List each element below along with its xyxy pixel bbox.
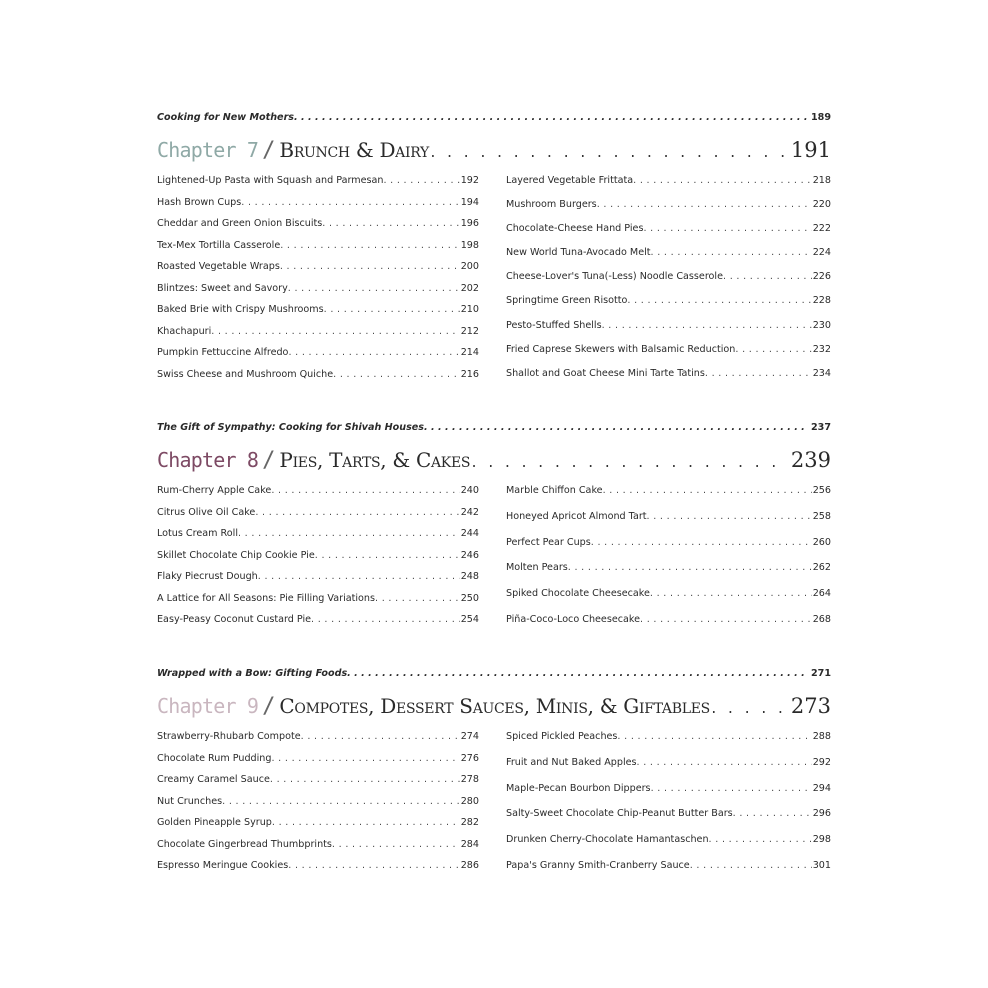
entry-page: 254 bbox=[460, 614, 479, 625]
leader-dots bbox=[633, 175, 812, 186]
leader-dots bbox=[280, 261, 460, 272]
toc-entry[interactable] bbox=[157, 593, 479, 615]
leader-dots bbox=[602, 320, 812, 331]
toc-entry[interactable] bbox=[506, 588, 831, 614]
entry-page: 292 bbox=[812, 756, 831, 768]
leader-dots bbox=[375, 593, 460, 604]
entry-page: 276 bbox=[460, 752, 479, 764]
entry-title: Papa's Granny Smith-Cranberry Sauce bbox=[506, 859, 690, 871]
entry-title: Molten Pears bbox=[506, 562, 568, 574]
leader-dots bbox=[424, 422, 807, 433]
entries-left-column bbox=[157, 175, 479, 390]
section-intro-page: 237 bbox=[810, 422, 831, 433]
toc-entry[interactable] bbox=[506, 320, 831, 344]
entry-title: Espresso Meringue Cookies bbox=[157, 860, 289, 871]
toc-entry[interactable] bbox=[157, 347, 479, 369]
toc-entry[interactable] bbox=[157, 817, 479, 839]
leader-dots bbox=[705, 368, 812, 379]
entry-title: Salty-Sweet Chocolate Chip-Peanut Butter Bars bbox=[506, 808, 733, 820]
chapter-heading[interactable] bbox=[157, 694, 831, 719]
toc-entry[interactable] bbox=[506, 808, 831, 834]
leader-dots bbox=[332, 839, 460, 850]
entries-right-column bbox=[506, 485, 831, 640]
entry-title: Fried Caprese Skewers with Balsamic Reduction bbox=[506, 343, 736, 355]
entry-title: Chocolate Gingerbread Thumbprints bbox=[157, 838, 332, 850]
entry-title: Honeyed Apricot Almond Tart bbox=[506, 510, 647, 522]
toc-entry[interactable] bbox=[506, 757, 831, 783]
entry-page: 228 bbox=[812, 295, 831, 307]
leader-dots bbox=[470, 456, 789, 471]
entry-title: Tex-Mex Tortilla Casserole bbox=[157, 239, 281, 251]
entry-title: Maple-Pecan Bourbon Dippers bbox=[506, 782, 651, 794]
entry-page: 250 bbox=[460, 592, 479, 604]
entry-page: 244 bbox=[460, 528, 479, 539]
leader-dots bbox=[272, 817, 460, 828]
entry-title: Mushroom Burgers bbox=[506, 199, 597, 211]
toc-entry[interactable] bbox=[506, 271, 831, 295]
entry-title: Cheddar and Green Onion Biscuits bbox=[157, 218, 323, 229]
leader-dots bbox=[637, 757, 812, 768]
entry-title: Springtime Green Risotto bbox=[506, 295, 628, 307]
leader-dots bbox=[324, 304, 460, 315]
leader-dots bbox=[627, 295, 811, 306]
leader-dots bbox=[647, 511, 812, 522]
toc-entry[interactable] bbox=[506, 511, 831, 537]
toc-entry[interactable] bbox=[506, 485, 831, 511]
entry-page: 264 bbox=[812, 588, 831, 600]
entry-title: Cheese-Lover's Tuna(-Less) Noodle Casserole bbox=[506, 271, 723, 283]
entry-title: New World Tuna-Avocado Melt bbox=[506, 247, 651, 259]
entry-title: Flaky Piecrust Dough bbox=[157, 571, 258, 582]
toc-entry[interactable] bbox=[157, 731, 479, 753]
entry-title: Baked Brie with Crispy Mushrooms bbox=[157, 304, 324, 315]
section-intro-page: 271 bbox=[810, 668, 831, 679]
leader-dots bbox=[651, 247, 812, 258]
toc-entry[interactable] bbox=[157, 774, 479, 796]
chapter-separator: / bbox=[262, 138, 276, 163]
toc-entry[interactable] bbox=[506, 368, 831, 392]
entry-page: 301 bbox=[812, 859, 831, 871]
chapter-heading[interactable] bbox=[157, 138, 831, 163]
section-intro-title: Cooking for New Mothers bbox=[157, 112, 295, 123]
entry-page: 222 bbox=[812, 223, 831, 235]
leader-dots bbox=[429, 146, 789, 161]
chapter-page: 273 bbox=[790, 694, 831, 718]
toc-entry[interactable] bbox=[506, 223, 831, 247]
entries-left-column bbox=[157, 731, 479, 882]
leader-dots bbox=[383, 175, 459, 186]
toc-entry[interactable] bbox=[157, 860, 479, 882]
entry-title: Nut Crunches bbox=[157, 795, 223, 807]
leader-dots bbox=[288, 283, 460, 294]
entry-page: 248 bbox=[460, 571, 479, 582]
entry-page: 192 bbox=[460, 175, 479, 186]
chapter-page: 239 bbox=[790, 448, 831, 472]
entry-page: 200 bbox=[460, 261, 479, 272]
entry-page: 210 bbox=[460, 304, 479, 315]
entry-page: 260 bbox=[812, 536, 831, 548]
entry-page: 230 bbox=[812, 319, 831, 331]
chapter-title: Pies, Tarts, & Cakes bbox=[279, 448, 471, 472]
section-intro-page: 189 bbox=[810, 112, 831, 123]
leader-dots bbox=[288, 860, 459, 871]
entry-title: Strawberry-Rhubarb Compote bbox=[157, 731, 301, 742]
toc-entry[interactable] bbox=[157, 283, 479, 305]
chapter-label: Chapter 8 bbox=[157, 448, 259, 472]
chapter-heading[interactable] bbox=[157, 448, 831, 473]
leader-dots bbox=[723, 271, 812, 282]
section-intro-entry[interactable] bbox=[157, 112, 831, 123]
entry-page: 278 bbox=[460, 774, 479, 785]
leader-dots bbox=[241, 197, 459, 208]
entry-title: Pumpkin Fettuccine Alfredo bbox=[157, 347, 289, 358]
toc-entry[interactable] bbox=[157, 528, 479, 550]
toc-entry[interactable] bbox=[157, 839, 479, 861]
entry-title: Golden Pineapple Syrup bbox=[157, 817, 272, 828]
leader-dots bbox=[211, 326, 459, 337]
entry-page: 198 bbox=[460, 239, 479, 251]
entry-title: A Lattice for All Seasons: Pie Filling Variations bbox=[157, 592, 375, 604]
leader-dots bbox=[315, 550, 460, 561]
toc-entry[interactable] bbox=[506, 175, 831, 199]
section-intro-title: The Gift of Sympathy: Cooking for Shivah Houses bbox=[157, 422, 425, 433]
entry-page: 216 bbox=[460, 368, 479, 380]
entry-title: Blintzes: Sweet and Savory bbox=[157, 282, 288, 294]
entry-page: 298 bbox=[812, 834, 831, 846]
leader-dots bbox=[238, 528, 460, 539]
entry-page: 226 bbox=[812, 271, 831, 283]
toc-entry[interactable] bbox=[506, 295, 831, 319]
entry-title: Marble Chiffon Cake bbox=[506, 485, 603, 496]
leader-dots bbox=[311, 614, 460, 625]
section-intro-entry[interactable] bbox=[157, 668, 831, 679]
leader-dots bbox=[301, 731, 460, 742]
leader-dots bbox=[270, 774, 460, 785]
toc-entry[interactable] bbox=[157, 240, 479, 262]
entry-title: Khachapuri bbox=[157, 325, 212, 337]
leader-dots bbox=[591, 537, 812, 548]
entry-page: 268 bbox=[812, 613, 831, 625]
entry-title: Shallot and Goat Cheese Mini Tarte Tatins bbox=[506, 367, 705, 379]
entry-title: Creamy Caramel Sauce bbox=[157, 774, 270, 785]
toc-entry[interactable] bbox=[157, 614, 479, 636]
entry-page: 240 bbox=[460, 485, 479, 496]
toc-entry[interactable] bbox=[506, 614, 831, 640]
toc-entry[interactable] bbox=[506, 247, 831, 271]
chapter-title: Compotes, Dessert Sauces, Minis, & Giftables bbox=[279, 694, 710, 718]
leader-dots bbox=[280, 240, 459, 251]
toc-entry[interactable] bbox=[506, 783, 831, 809]
toc-entry[interactable] bbox=[157, 507, 479, 529]
leader-dots bbox=[258, 571, 460, 582]
entry-title: Drunken Cherry-Chocolate Hamantaschen bbox=[506, 834, 709, 846]
leader-dots bbox=[735, 344, 811, 355]
entry-page: 274 bbox=[460, 731, 479, 742]
entry-page: 234 bbox=[812, 367, 831, 379]
entry-page: 220 bbox=[812, 199, 831, 211]
leader-dots bbox=[597, 199, 812, 210]
entry-title: Lotus Cream Roll bbox=[157, 528, 238, 539]
entry-title: Spiked Chocolate Cheesecake bbox=[506, 588, 650, 600]
toc-entry[interactable] bbox=[157, 304, 479, 326]
entry-page: 194 bbox=[460, 196, 479, 208]
toc-entry[interactable] bbox=[506, 199, 831, 223]
entry-page: 280 bbox=[460, 795, 479, 807]
leader-dots bbox=[271, 485, 459, 496]
entry-page: 288 bbox=[812, 731, 831, 742]
toc-entry[interactable] bbox=[506, 344, 831, 368]
entry-page: 242 bbox=[460, 506, 479, 518]
entry-title: Piña-Coco-Loco Cheesecake bbox=[506, 613, 641, 625]
leader-dots bbox=[603, 485, 812, 496]
entries-right-column bbox=[506, 175, 831, 392]
toc-entry[interactable] bbox=[157, 218, 479, 240]
entry-page: 258 bbox=[812, 510, 831, 522]
leader-dots bbox=[271, 753, 459, 764]
entries-right-column bbox=[506, 731, 831, 886]
leader-dots bbox=[640, 614, 812, 625]
entry-page: 202 bbox=[460, 282, 479, 294]
entry-page: 296 bbox=[812, 808, 831, 820]
leader-dots bbox=[690, 860, 812, 871]
toc-entry[interactable] bbox=[506, 860, 831, 886]
entry-title: Spiced Pickled Peaches bbox=[506, 731, 618, 742]
entry-page: 232 bbox=[812, 343, 831, 355]
entry-title: Swiss Cheese and Mushroom Quiche bbox=[157, 368, 334, 380]
chapter-separator: / bbox=[262, 694, 276, 719]
chapter-label: Chapter 7 bbox=[157, 138, 259, 162]
entry-page: 212 bbox=[460, 325, 479, 337]
entry-page: 214 bbox=[460, 347, 479, 358]
entry-page: 256 bbox=[812, 485, 831, 496]
toc-entry[interactable] bbox=[157, 261, 479, 283]
leader-dots bbox=[643, 223, 811, 234]
chapter-page: 191 bbox=[790, 138, 831, 162]
toc-entry[interactable] bbox=[506, 834, 831, 860]
entry-page: 224 bbox=[812, 247, 831, 259]
leader-dots bbox=[222, 796, 460, 807]
leader-dots bbox=[568, 562, 812, 573]
entry-title: Roasted Vegetable Wraps bbox=[157, 261, 280, 272]
entry-page: 218 bbox=[812, 175, 831, 186]
entry-page: 294 bbox=[812, 782, 831, 794]
toc-entry[interactable] bbox=[157, 753, 479, 775]
section-intro-title: Wrapped with a Bow: Gifting Foods bbox=[157, 668, 348, 679]
entry-page: 284 bbox=[460, 838, 479, 850]
toc-entry[interactable] bbox=[506, 537, 831, 563]
toc-entry[interactable] bbox=[157, 571, 479, 593]
toc-entry[interactable] bbox=[506, 562, 831, 588]
entry-title: Pesto-Stuffed Shells bbox=[506, 319, 602, 331]
entry-page: 262 bbox=[812, 562, 831, 574]
toc-entry[interactable] bbox=[157, 796, 479, 818]
entry-title: Easy-Peasy Coconut Custard Pie bbox=[157, 614, 312, 625]
chapter-label: Chapter 9 bbox=[157, 694, 259, 718]
leader-dots bbox=[651, 783, 812, 794]
entry-page: 282 bbox=[460, 817, 479, 828]
toc-entry[interactable] bbox=[506, 731, 831, 757]
chapter-separator: / bbox=[262, 448, 276, 473]
leader-dots bbox=[294, 112, 807, 123]
leader-dots bbox=[333, 369, 460, 380]
entry-title: Skillet Chocolate Chip Cookie Pie bbox=[157, 549, 315, 561]
leader-dots bbox=[322, 218, 459, 229]
entry-title: Lightened-Up Pasta with Squash and Parmesan bbox=[157, 175, 384, 186]
entries-left-column bbox=[157, 485, 479, 636]
entry-page: 246 bbox=[460, 549, 479, 561]
leader-dots bbox=[709, 834, 812, 845]
entry-title: Layered Vegetable Frittata bbox=[506, 175, 634, 186]
leader-dots bbox=[347, 668, 807, 679]
toc-entry[interactable] bbox=[157, 175, 479, 197]
toc-entry[interactable] bbox=[157, 326, 479, 348]
section-intro-entry[interactable] bbox=[157, 422, 831, 433]
entry-title: Hash Brown Cups bbox=[157, 196, 242, 208]
toc-entry[interactable] bbox=[157, 369, 479, 391]
entry-title: Perfect Pear Cups bbox=[506, 536, 591, 548]
entry-page: 286 bbox=[460, 860, 479, 871]
leader-dots bbox=[288, 347, 459, 358]
entry-page: 196 bbox=[460, 218, 479, 229]
leader-dots bbox=[617, 731, 811, 742]
entry-title: Fruit and Nut Baked Apples bbox=[506, 756, 637, 768]
leader-dots bbox=[710, 702, 789, 717]
leader-dots bbox=[650, 588, 812, 599]
entry-title: Chocolate-Cheese Hand Pies bbox=[506, 223, 644, 235]
entry-title: Rum-Cherry Apple Cake bbox=[157, 485, 272, 496]
toc-entry[interactable] bbox=[157, 550, 479, 572]
toc-entry[interactable] bbox=[157, 485, 479, 507]
leader-dots bbox=[733, 808, 812, 819]
entry-title: Citrus Olive Oil Cake bbox=[157, 506, 256, 518]
leader-dots bbox=[255, 507, 459, 518]
entry-title: Chocolate Rum Pudding bbox=[157, 752, 272, 764]
toc-entry[interactable] bbox=[157, 197, 479, 219]
chapter-title: Brunch & Dairy bbox=[279, 138, 429, 162]
